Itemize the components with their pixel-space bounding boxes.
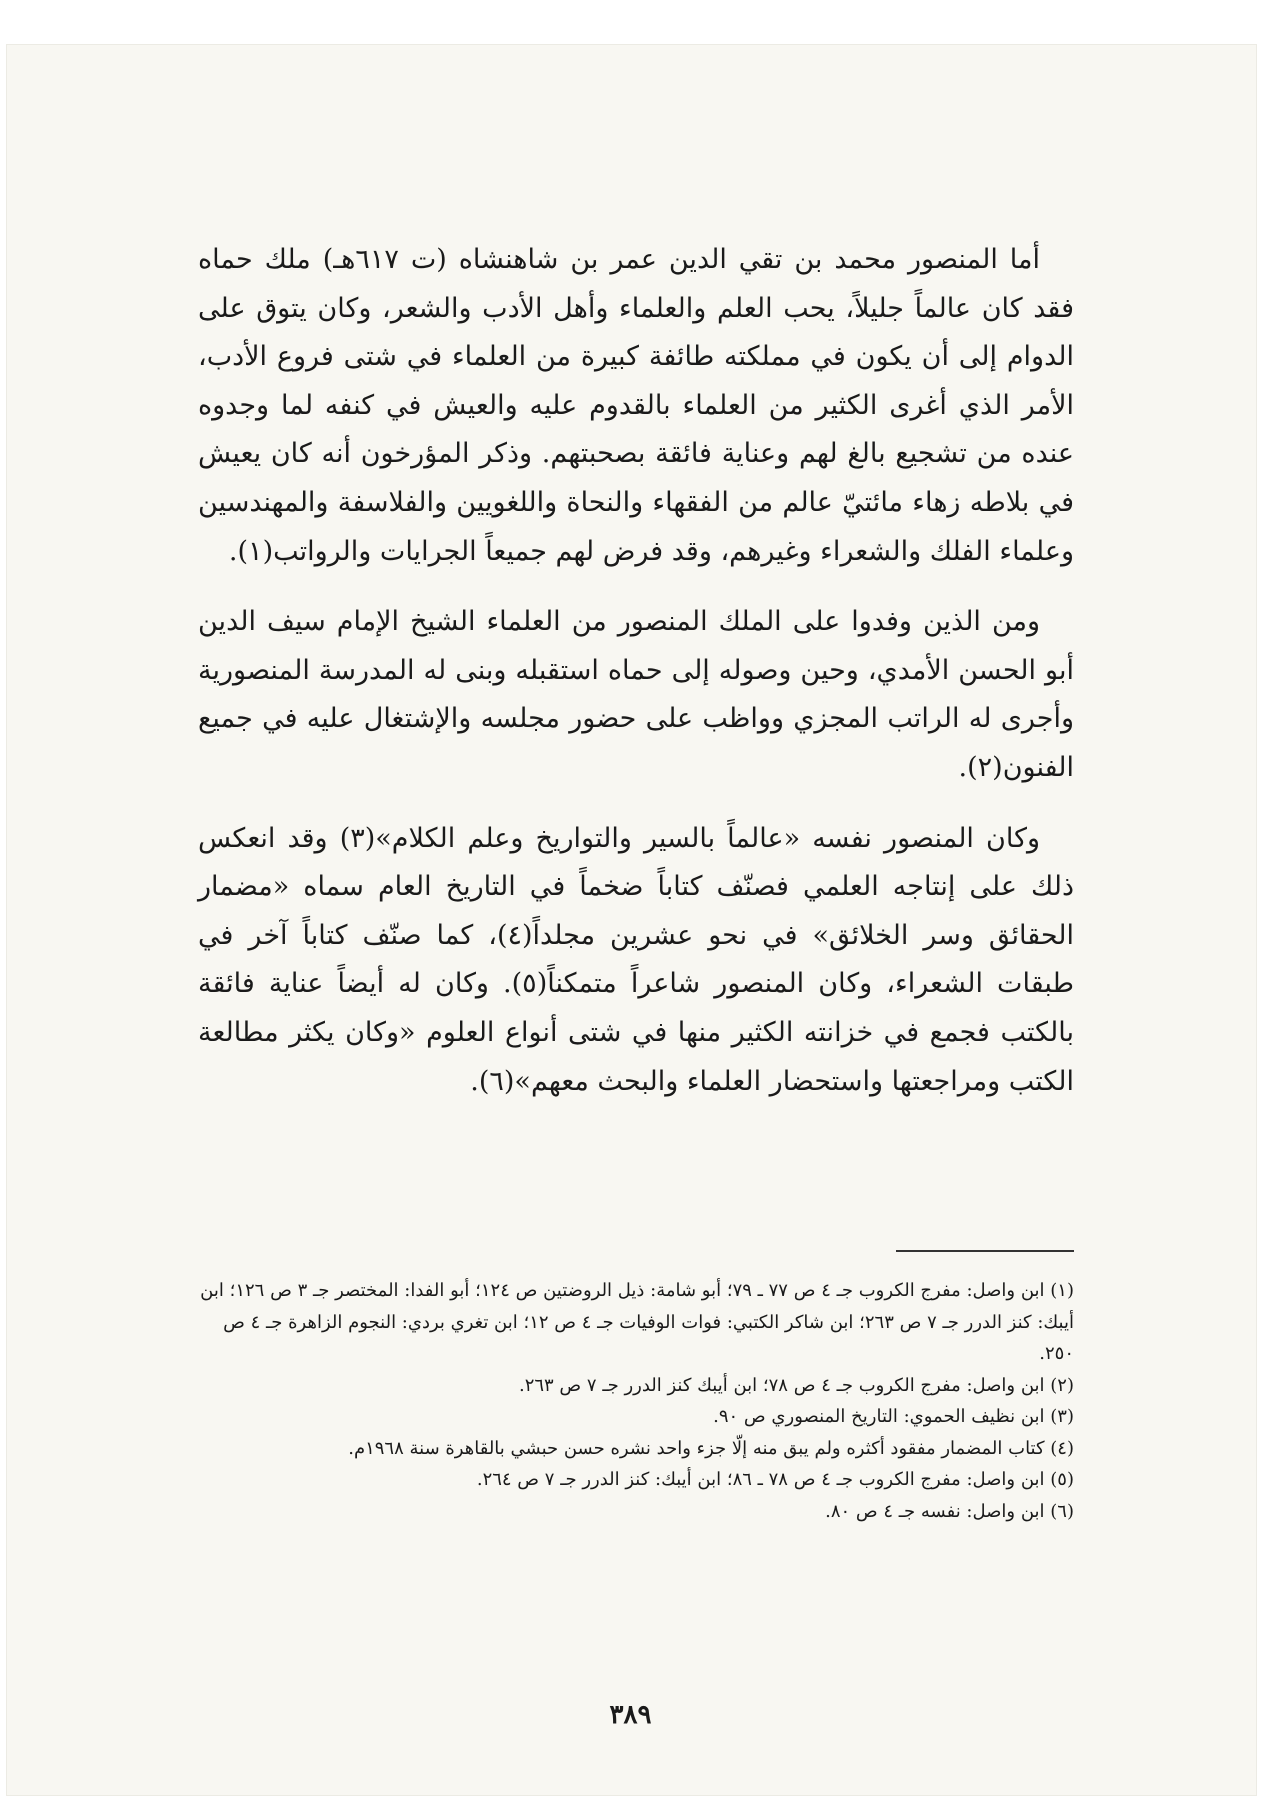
footnote-1: (١) ابن واصل: مفرج الكروب جـ ٤ ص ٧٧ ـ ٧٩؛ أبو شامة: ذيل الروضتين ص ١٢٤؛ أبو الفدا: المختصر جـ ٣ ص ١٢٦؛ ابن أيبك: كنز الدرر جـ ٧ ص ٢٦٣؛ ابن شاكر الكتبي: فوات الوفيات جـ ٤ ص ١٢؛ ابن تغري بردي: النجوم الزاهرة جـ ٤ ص ٢٥٠. (200, 1280, 1074, 1364)
main-text (198, 236, 1074, 1128)
page-number: ٣٨٩ (609, 1700, 652, 1730)
footnotes (198, 1275, 1074, 1527)
paragraph-1: أما المنصور محمد بن تقي الدين عمر بن شاهنشاه (ت ٦١٧هـ) ملك حماه فقد كان عالماً جليلاً، يحب العلم والعلماء وأهل الأدب والشعر، وكان يتوق على الدوام إلى أن يكون في مملكته طائفة كبيرة من العلماء في شتى فروع الأدب، الأمر الذي أغرى الكثير من العلماء بالقدوم عليه والعيش في كنفه لما وجدوه عنده من تشجيع بالغ لهم وعناية فائقة بصحبتهم. وذكر المؤرخون أنه كان يعيش في بلاطه زهاء مائتيّ عالم من الفقهاء والنحاة واللغويين والفلاسفة والمهندسين وعلماء الفلك والشعراء وغيرهم، وقد فرض لهم جميعاً الجرايات والرواتب(١). (198, 244, 1074, 567)
paragraph-2: ومن الذين وفدوا على الملك المنصور من العلماء الشيخ الإمام سيف الدين أبو الحسن الأمدي، وحين وصوله إلى حماه استقبله وبنى له المدرسة المنصورية وأجرى له الراتب المجزي وواظب على حضور مجلسه والإشتغال عليه في جميع الفنون(٢). (198, 606, 1074, 783)
footnote-4: (٤) كتاب المضمار مفقود أكثره ولم يبق منه إلّا جزء واحد نشره حسن حبشي بالقاهرة سنة ١٩٦٨م. (348, 1437, 1074, 1459)
footnote-5: (٥) ابن واصل: مفرج الكروب جـ ٤ ص ٧٨ ـ ٨٦؛ ابن أيبك: كنز الدرر جـ ٧ ص ٢٦٤. (476, 1469, 1074, 1490)
footnote-6: (٦) ابن واصل: نفسه جـ ٤ ص ٨٠. (825, 1500, 1074, 1522)
paragraph-3: وكان المنصور نفسه «عالماً بالسير والتواريخ وعلم الكلام»(٣) وقد انعكس ذلك على إنتاجه العلمي فصنّف كتاباً ضخماً في التاريخ العام سماه «مضمار الحقائق وسر الخلائق» في نحو عشرين مجلداً(٤)، كما صنّف كتاباً آخر في طبقات الشعراء، وكان المنصور شاعراً متمكناً(٥). وكان له أيضاً عناية فائقة بالكتب فجمع في خزانته الكثير منها في شتى أنواع العلوم «وكان يكثر مطالعة الكتب ومراجعتها واستحضار العلماء والبحث معهم»(٦). (198, 822, 1075, 1097)
footnote-separator (896, 1250, 1074, 1252)
footnote-3: (٣) ابن نظيف الحموي: التاريخ المنصوري ص ٩٠. (713, 1406, 1074, 1427)
footnote-2: (٢) ابن واصل: مفرج الكروب جـ ٤ ص ٧٨؛ ابن أيبك كنز الدرر جـ ٧ ص ٢٦٣. (518, 1374, 1074, 1396)
